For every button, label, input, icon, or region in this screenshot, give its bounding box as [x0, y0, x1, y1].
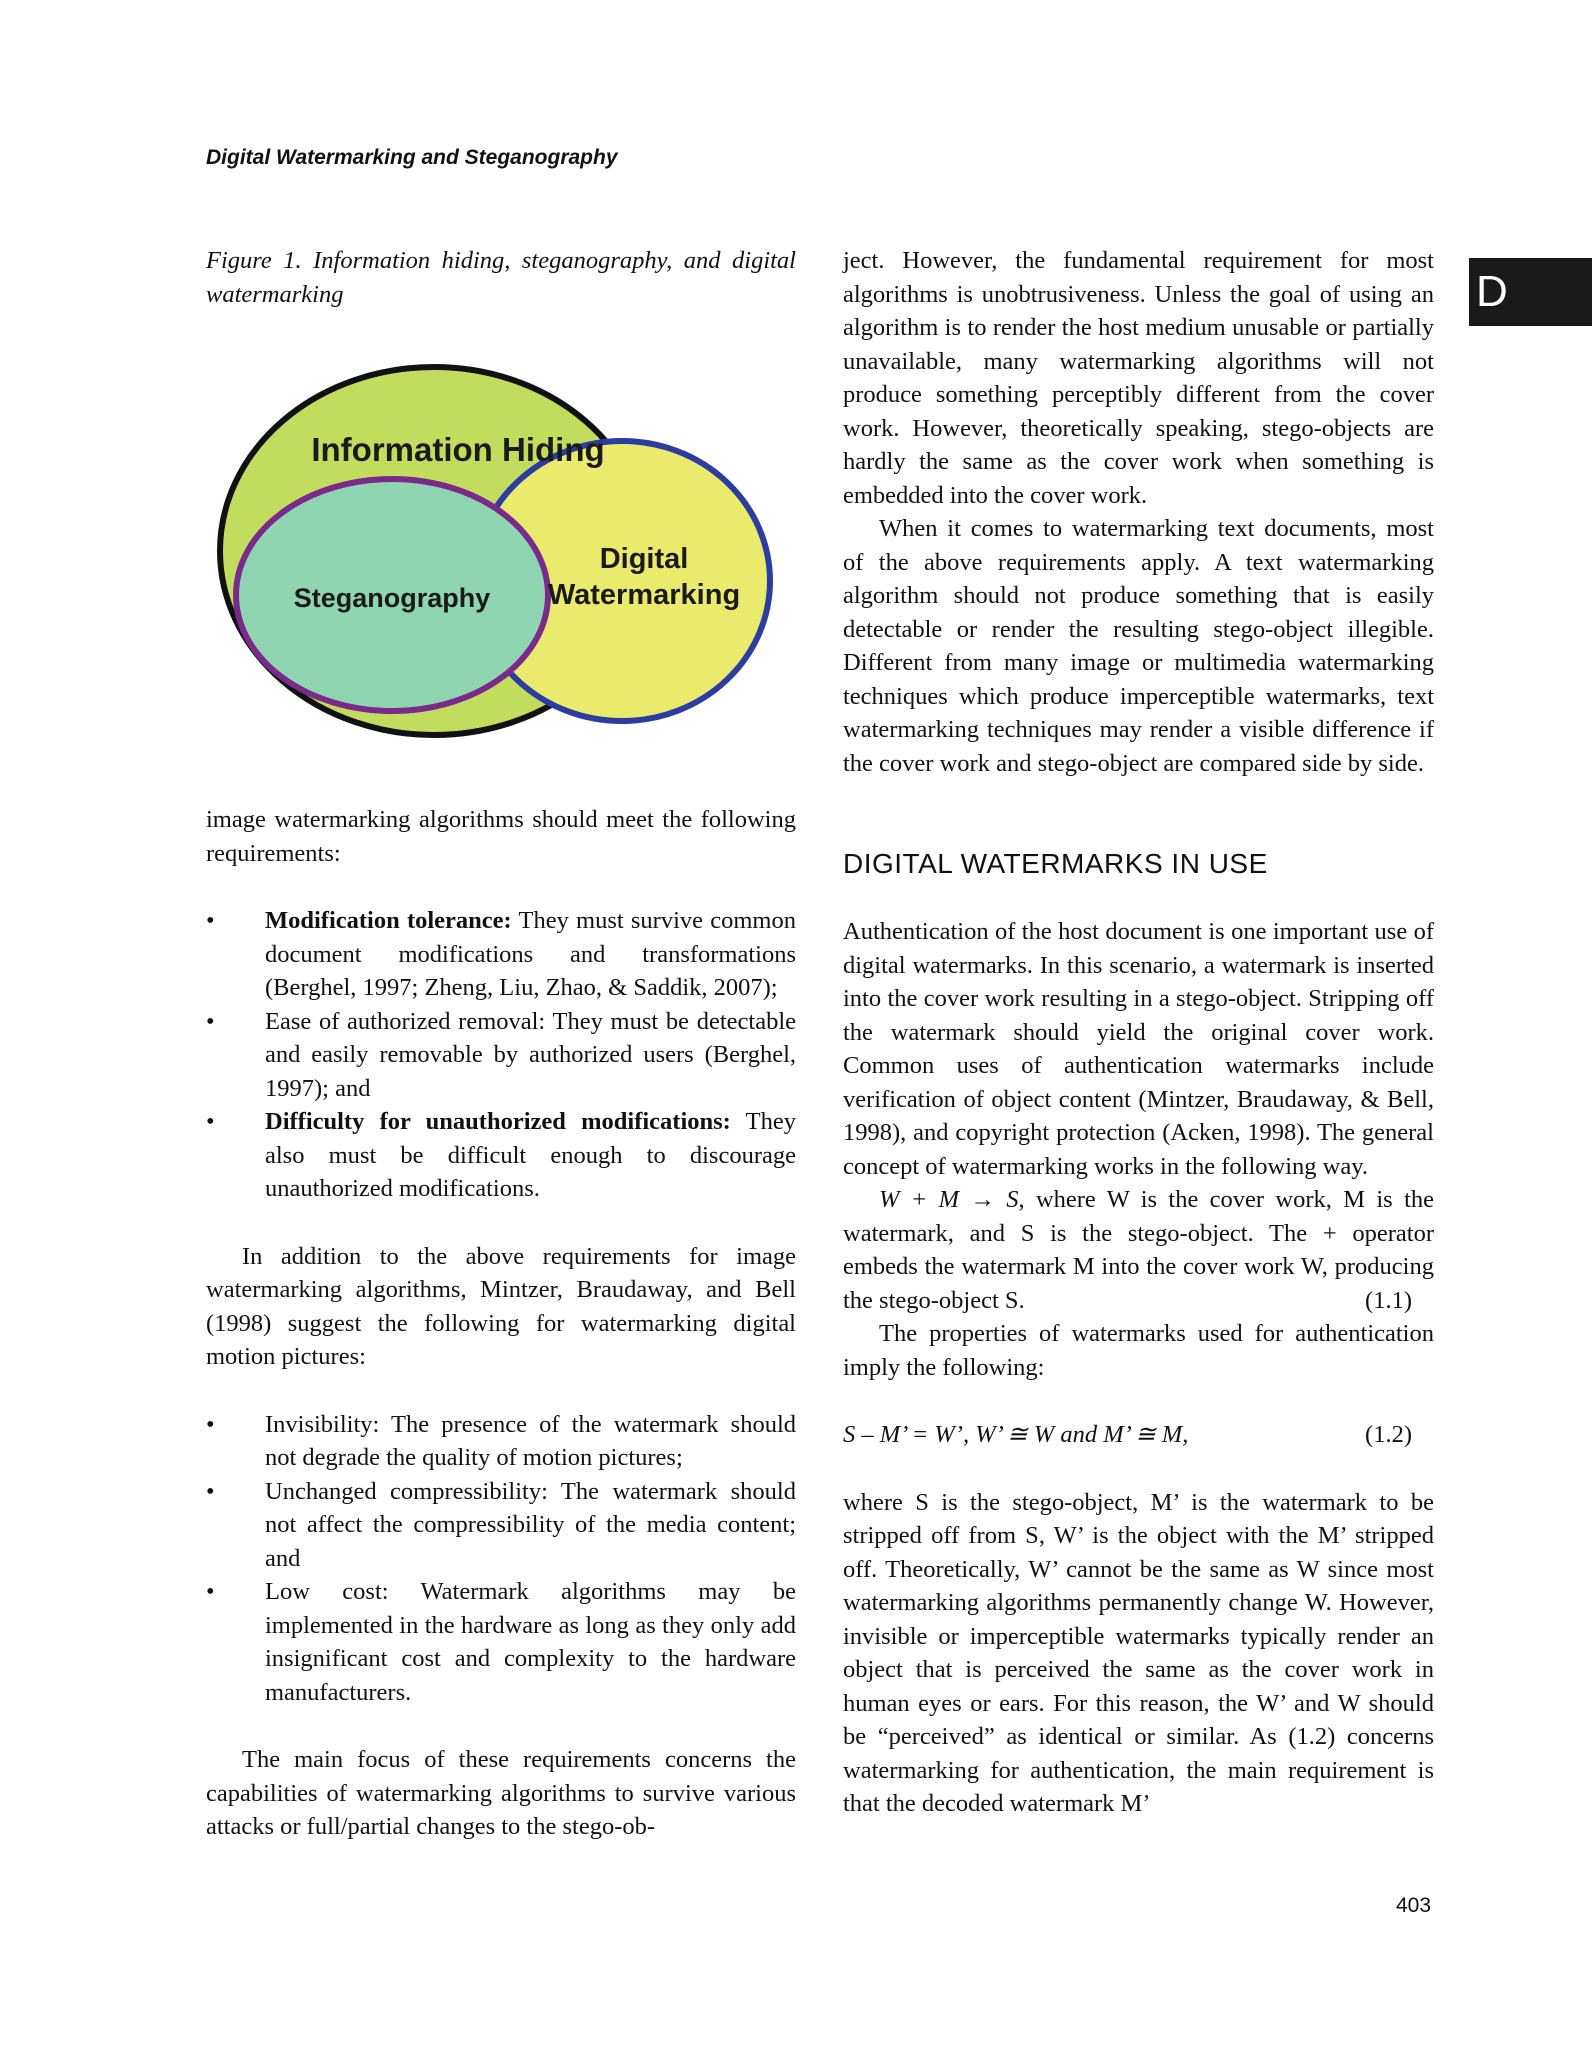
section-heading: DIGITAL WATERMARKS IN USE	[843, 848, 1268, 879]
watermarking-label: Watermarking	[547, 579, 741, 611]
main-focus-paragraph: The main focus of these requirements concerns the capabilities of watermarking algorithms to survive various attacks or full/partial changes to the stego-ob-	[206, 1746, 796, 1840]
left-column	[206, 244, 796, 1844]
equation-2	[843, 1418, 1434, 1452]
bullet-text: Ease of authorized removal: They must be detectable and easily removable by authorized users (Berghel, 1997); and	[265, 1007, 796, 1102]
steganography-label: Steganography	[293, 583, 491, 613]
figure-caption: Figure 1. Information hiding, steganography, and digital watermarking	[206, 247, 796, 308]
authentication-paragraph: Authentication of the host document is one important use of digital watermarks. In this scenario, a watermark is inserted into the cover work resulting in a stego-object. Stripping off the watermark should yield the original cover work. Common uses of authentication watermarks include verification of object content (Mintzer, Braudaway, & Bell, 1998), and copyright protection (Acken, 1998). The general concept of watermarking works in the following way.	[843, 918, 1434, 1180]
list-item: • Low cost: Watermark algorithms may be implemented in the hardware as long as they only add insignificant cost and complexity to the hardware manufacturers.	[206, 1578, 796, 1706]
right-column	[843, 244, 1434, 1821]
running-header-title: Digital Watermarking and Steganography	[206, 146, 618, 169]
bullet-text: Low cost: Watermark algorithms may be implemented in the hardware as long as they only add insignificant cost and complexity to the hardware manufacturers.	[265, 1578, 796, 1706]
page-number: 403	[1396, 1894, 1432, 1917]
equation-1-paragraph	[843, 1183, 1434, 1317]
venn-diagram	[208, 333, 788, 773]
equation-1-text: , where W is the cover work, M is the watermark, and S is the stego-object. The + operator embeds the watermark M into the cover work W, producing the stego-object S.	[843, 1186, 1434, 1314]
chapter-tab	[1469, 258, 1592, 326]
equation-1-number: (1.1)	[1365, 1286, 1412, 1314]
list-item: • Difficulty for unauthorized modifications: They also must be difficult enough to discourage unauthorized modifications.	[206, 1108, 796, 1202]
equation-2-formula: S – M’ = W’, W’ ≅ W and M’ ≅ M,	[843, 1421, 1189, 1448]
list-item: • Invisibility: The presence of the watermark should not degrade the quality of motion pictures;	[206, 1410, 796, 1471]
properties-paragraph: The properties of watermarks used for authentication imply the following:	[843, 1320, 1434, 1381]
motion-pictures-paragraph: In addition to the above requirements for image watermarking algorithms, Mintzer, Braudaway, and Bell (1998) suggest the following for watermarking digital motion pictures:	[206, 1242, 796, 1370]
bullet-text: They also must be difficult enough to discourage unauthorized modifications.	[265, 1108, 796, 1202]
list-item: • Modification tolerance: They must survive common document modifications and transformations (Berghel, 1997; Zheng, Liu, Zhao, & Saddik, 2007);	[206, 907, 796, 1001]
where-paragraph: where S is the stego-object, M’ is the watermark to be stripped off from S, W’ is the object with the M’ stripped off. Theoretically, W’ cannot be the same as W since most watermarking algorithms permanently change W. However, invisible or imperceptible watermarks typically render an object that is perceived the same as the cover work in human eyes or ears. For this reason, the W’ and W should be “perceived” as identical or similar. As (1.2) concerns watermarking for authentication, the main requirement is that the decoded watermark M’	[843, 1488, 1434, 1817]
chapter-tab-letter: D	[1476, 267, 1508, 316]
continued-paragraph: ject. However, the fundamental requirement for most algorithms is unobtrusiveness. Unless the goal of using an algorithm is to render the host medium unusable or partially unavailable, many watermarking algorithms will not produce something perceptibly different from the cover work. However, theoretically speaking, stego-objects are hardly the same as the cover work when something is embedded into the cover work.	[843, 247, 1434, 509]
bullet-text: Unchanged compressibility: The watermark should not affect the compressibility of the media content; and	[265, 1477, 796, 1572]
list-item: • Ease of authorized removal: They must be detectable and easily removable by authorized users (Berghel, 1997); and	[206, 1007, 796, 1102]
bullet-term: Modification tolerance:	[265, 907, 512, 934]
motion-picture-requirements-list	[206, 1408, 796, 1710]
venn-figure	[206, 333, 796, 803]
list-item: • Unchanged compressibility: The watermark should not affect the compressibility of the media content; and	[206, 1477, 796, 1572]
bullet-text: Invisibility: The presence of the watermark should not degrade the quality of motion pictures;	[265, 1410, 796, 1471]
intro-paragraph: image watermarking algorithms should meet the following requirements:	[206, 806, 796, 867]
bullet-text: They must survive common document modifications and transformations (Berghel, 1997; Zheng, Liu, Zhao, & Saddik, 2007);	[265, 907, 796, 1001]
image-requirements-list	[206, 904, 796, 1206]
information-hiding-label: Information Hiding	[311, 431, 605, 468]
equation-1-formula: W + M → S	[879, 1186, 1019, 1213]
digital-label: Digital	[599, 543, 689, 575]
bullet-term: Difficulty for unauthorized modifications:	[265, 1108, 731, 1135]
equation-2-number: (1.2)	[1365, 1421, 1412, 1448]
text-documents-paragraph: When it comes to watermarking text documents, most of the above requirements apply. A text watermarking algorithm should not produce something that is easily detectable or render the resulting stego-object illegible. Different from many image or multimedia watermarking techniques which produce imperceptible watermarks, text watermarking techniques may render a visible difference if the cover work and stego-object are compared side by side.	[843, 515, 1434, 777]
